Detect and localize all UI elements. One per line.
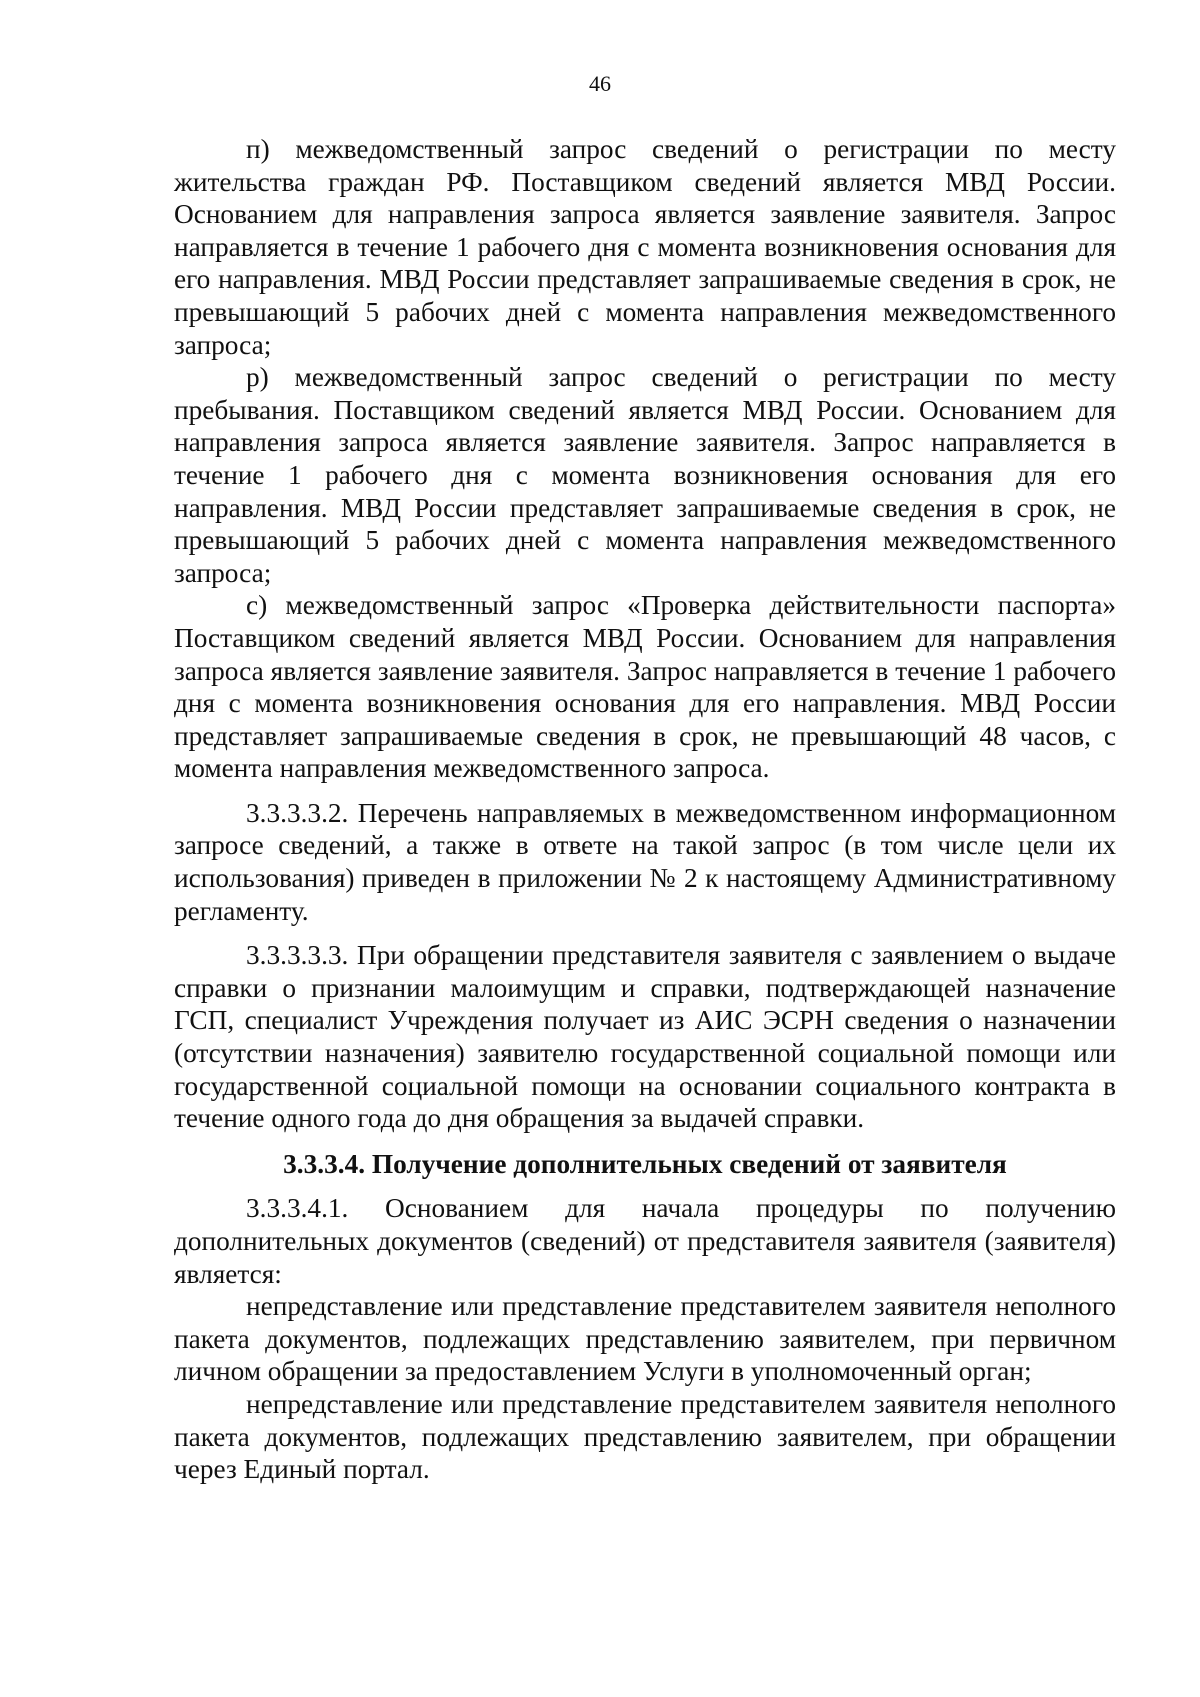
page-number: 46 (589, 71, 611, 96)
paragraph-p: п) межведомственный запрос сведений о регистрации по месту жительства граждан РФ. Поставщиком сведений является МВД России. Основанием для направления запроса является заявление заявителя. Запрос направляется в течение 1 рабочего дня с момента возникновения основания для его направления. МВД России представляет запрашиваемые сведения в срок, не превышающий 5 рабочих дней с момента направления межведомственного запроса; (174, 134, 1116, 360)
paragraph-s: с) межведомственный запрос «Проверка действительности паспорта» Поставщиком сведений является МВД России. Основанием для направления запроса является заявление заявителя. Запрос направляется в течение 1 рабочего дня с момента возникновения основания для его направления. МВД России представляет запрашиваемые сведения в срок, не превышающий 48 часов, с момента направления межведомственного запроса. (174, 590, 1116, 784)
paragraph-bullet-2: непредставление или представление представителем заявителя неполного пакета документов, подлежащих представлению заявителем, при обращении через Единый портал. (174, 1388, 1116, 1485)
paragraph-bullet-1: непредставление или представление представителем заявителя неполного пакета документов, подлежащих представлению заявителем, при первичном личном обращении за предоставлением Услуги в уполномоченный орган; (174, 1291, 1116, 1387)
section-heading-3-3-3-4: 3.3.3.4. Получение дополнительных сведений от заявителя (283, 1148, 1007, 1179)
paragraph-r: р) межведомственный запрос сведений о регистрации по месту пребывания. Поставщиком сведений является МВД России. Основанием для направления запроса является заявление заявителя. Запрос направляется в течение 1 рабочего дня с момента возникновения основания для его направления. МВД России представляет запрашиваемые сведения в срок, не превышающий 5 рабочих дней с момента направления межведомственного запроса; (174, 362, 1116, 588)
document-body (174, 133, 1116, 1486)
paragraph-3-3-3-4-1: 3.3.3.4.1. Основанием для начала процедуры по получению дополнительных документов (сведений) от представителя заявителя (заявителя) является: (174, 1193, 1116, 1289)
paragraph-3-3-3-3-2: 3.3.3.3.2. Перечень направляемых в межведомственном информационном запросе сведений, а также в ответе на такой запрос (в том числе цели их использования) приведен в приложении № 2 к настоящему Административному регламенту. (174, 797, 1116, 926)
paragraph-3-3-3-3-3: 3.3.3.3.3. При обращении представителя заявителя с заявлением о выдаче справки о признании малоимущим и справки, подтверждающей назначение ГСП, специалист Учреждения получает из АИС ЭСРН сведения о назначении (отсутствии назначения) заявителю государственной социальной помощи или государственной социальной помощи на основании социального контракта в течение одного года до дня обращения за выдачей справки. (174, 940, 1116, 1134)
